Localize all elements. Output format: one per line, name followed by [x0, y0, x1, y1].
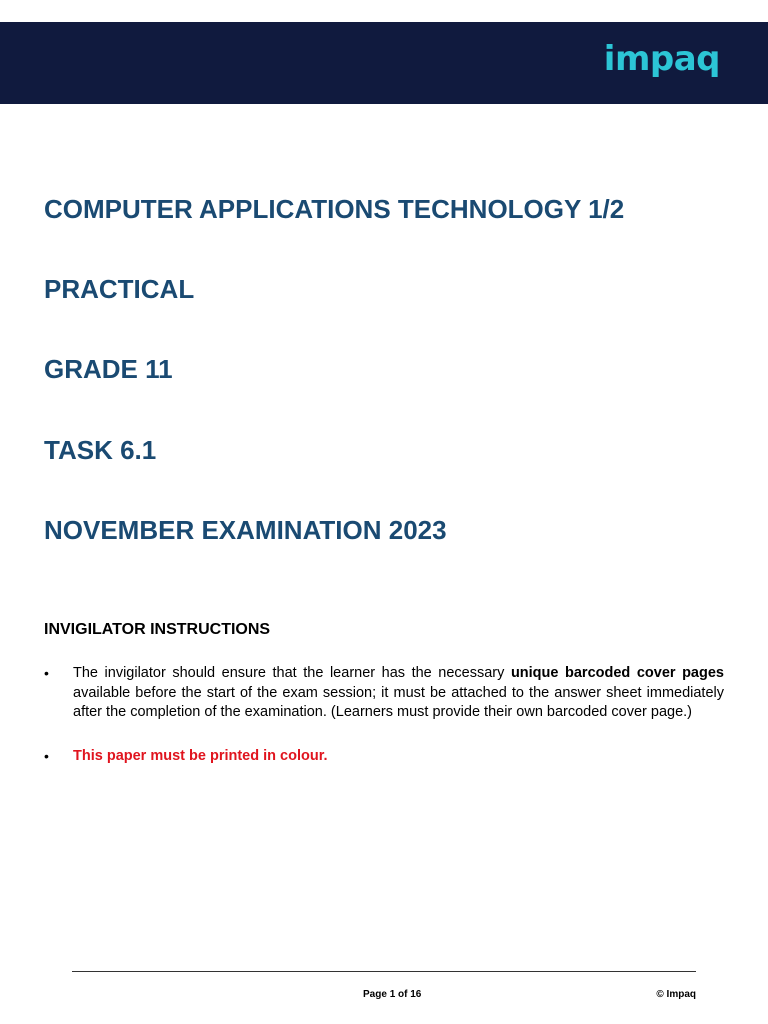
- copyright-notice: © Impaq: [656, 989, 696, 1000]
- grade-title: GRADE 11: [44, 354, 173, 384]
- bullet-icon: •: [44, 747, 49, 764]
- task-title: TASK 6.1: [44, 435, 157, 465]
- header-band: [0, 22, 768, 104]
- subject-title: COMPUTER APPLICATIONS TECHNOLOGY 1/2: [44, 194, 625, 224]
- page-total: 16: [410, 989, 422, 1000]
- page-label: Page: [363, 989, 390, 1000]
- instruction-emphasis: unique barcoded cover pages: [510, 665, 724, 681]
- page-current: 1: [389, 989, 396, 1000]
- instruction-text: The invigilator should ensure that the learner has the necessary: [73, 665, 511, 681]
- exam-title: NOVEMBER EXAMINATION 2023: [44, 515, 447, 545]
- page-number: [363, 990, 421, 1000]
- instruction-text-continued: available before the start of the exam session; it must be attached to the answer sheet immediately after the completion of the examination. (Learners must provide their own barcoded cover page.): [73, 684, 724, 720]
- paper-type-title: PRACTICAL: [44, 274, 195, 304]
- instruction-item-colour-warning: [44, 747, 724, 767]
- instructions-list: [44, 664, 724, 766]
- bullet-icon: •: [44, 665, 49, 681]
- footer-divider: [72, 971, 696, 972]
- instructions-heading: INVIGILATOR INSTRUCTIONS: [44, 621, 271, 638]
- impaq-logo: impaq: [603, 39, 720, 79]
- page-of: of: [395, 989, 411, 1000]
- instruction-item: [44, 664, 724, 723]
- colour-warning-text: This paper must be printed in colour.: [73, 747, 328, 764]
